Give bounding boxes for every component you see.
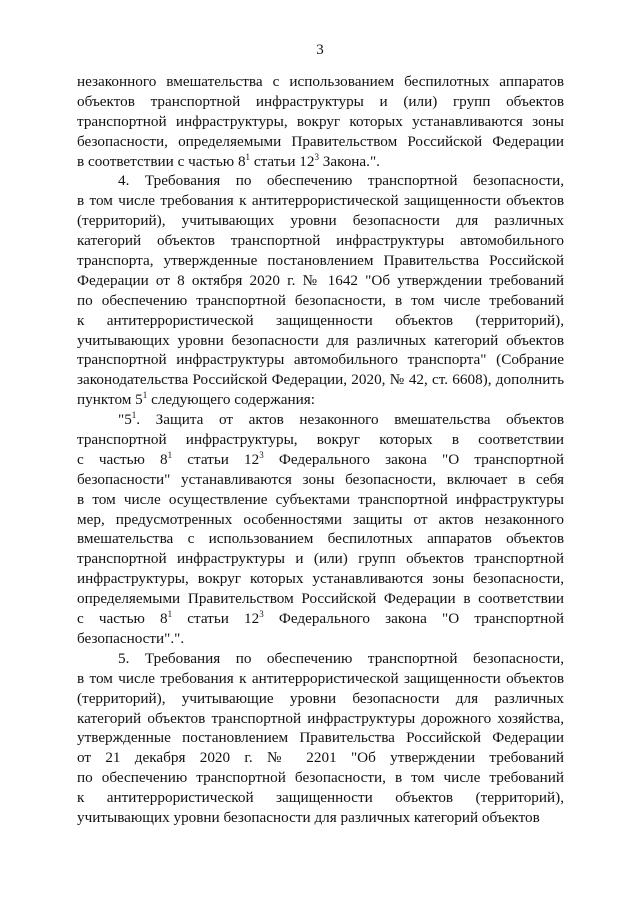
text-line: в том числе осуществление субъектами транспортной инфраструктуры (77, 490, 564, 508)
text-line: к антитеррористической защищенности объектов (территорий), (77, 311, 564, 329)
text-line: безопасности" устанавливаются зоны безопасности, включает в себя (77, 470, 564, 488)
paragraph-item-5 (77, 649, 564, 828)
text-line: законодательства Российской Федерации, 2020, № 42, ст. 6608), дополнить (77, 371, 564, 389)
text-line: от 21 декабря 2020 г. № 2201 "Об утверждении требований (77, 749, 564, 767)
text-line: пунктом $5^1$ следующего содержания: (77, 390, 315, 409)
text-line: транспортной инфраструктуры, вокруг которых в соответствии (77, 431, 564, 449)
text-line: "$5^1$. Защита от актов незаконного вмешательства объектов (118, 410, 564, 429)
text-line: 5. Требования по обеспечению транспортной безопасности, (118, 649, 564, 667)
paragraph-item-5-1 (77, 410, 564, 649)
text-line: Федерации от 8 октября 2020 г. № 1642 "Об утверждении требований (77, 271, 564, 289)
text-line: инфраструктуры, вокруг которых устанавливаются зоны безопасности, (77, 570, 564, 588)
text-line: безопасности".". (77, 629, 185, 647)
text-line: с частью $8^1$ статьи $12^3$ Федерального закона "О транспортной (77, 449, 564, 468)
text-line: (территорий), учитывающие уровни безопасности для различных (77, 689, 564, 707)
text-line: незаконного вмешательства с использованием беспилотных аппаратов (77, 73, 564, 90)
text-line: безопасности, определяемыми Правительством Российской Федерации (77, 132, 564, 150)
text-line: категорий объектов транспортной инфраструктуры дорожного хозяйства, (77, 709, 564, 727)
text-line: вмешательства с использованием беспилотных аппаратов объектов (77, 530, 564, 548)
text-line: утвержденные постановлением Правительства Российской Федерации (77, 729, 564, 747)
text-line: к антитеррористической защищенности объектов (территорий), (77, 789, 564, 807)
text-line: транспортной инфраструктуры, вокруг которых устанавливаются зоны (77, 112, 564, 130)
text-line: определяемыми Правительством Российской Федерации в соответствии (77, 590, 564, 608)
paragraph-item-4 (77, 171, 564, 410)
text-line: с частью $8^1$ статьи $12^3$ Федерального закона "О транспортной (77, 608, 564, 628)
page-number: 3 (316, 42, 324, 58)
text-line: по обеспечению транспортной безопасности, в том числе требований (77, 291, 564, 309)
text-line: 4. Требования по обеспечению транспортной безопасности, (118, 172, 564, 190)
text-line: транспортной инфраструктуры автомобильного транспорта" (Собрание (77, 351, 564, 369)
text-line: объектов транспортной инфраструктуры и (или) групп объектов (77, 92, 564, 110)
text-line: в соответствии с частью $8^1$ статьи $12^3$ Закона.". (77, 151, 380, 170)
text-line: по обеспечению транспортной безопасности, в том числе требований (77, 769, 564, 787)
document-body (77, 72, 564, 828)
text-line: учитывающих уровни безопасности для различных категорий объектов (77, 808, 540, 826)
text-line: учитывающих уровни безопасности для различных категорий объектов (77, 331, 564, 349)
text-line: категорий объектов транспортной инфраструктуры автомобильного (77, 232, 564, 250)
text-line: транспортной инфраструктуры и (или) групп объектов транспортной (77, 550, 564, 568)
paragraph-continuation (77, 72, 564, 171)
text-line: транспорта, утвержденные постановлением Правительства Российской (77, 252, 564, 270)
text-line: мер, предусмотренных особенностями защиты от актов незаконного (77, 510, 564, 528)
text-line: в том числе требования к антитеррористической защищенности объектов (77, 192, 564, 210)
text-line: в том числе требования к антитеррористической защищенности объектов (77, 669, 564, 687)
text-line: (территорий), учитывающих уровни безопасности для различных (77, 212, 564, 230)
